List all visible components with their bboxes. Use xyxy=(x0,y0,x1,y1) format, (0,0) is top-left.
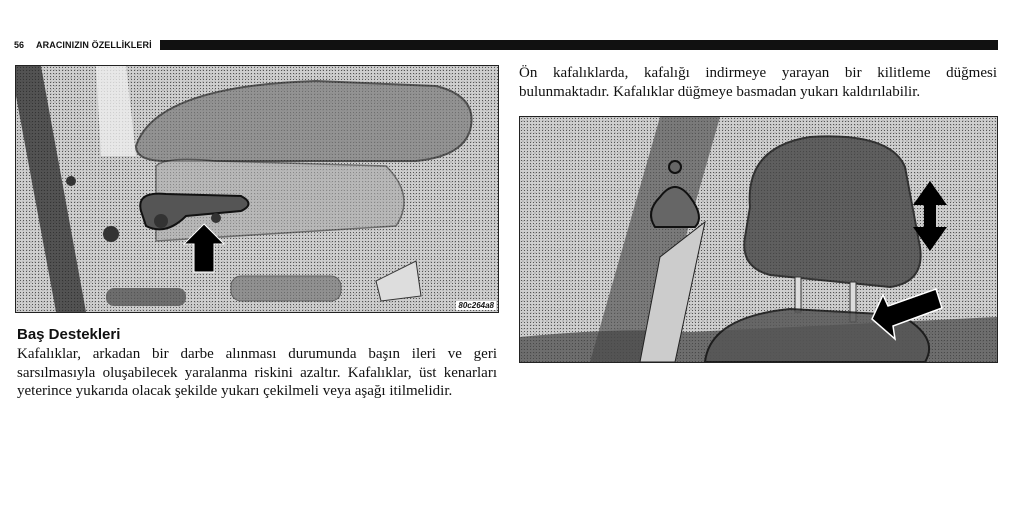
seat-adjust-figure xyxy=(15,65,499,313)
up-arrow-icon xyxy=(16,66,498,312)
page-number: 56 xyxy=(14,40,25,50)
page-header xyxy=(14,38,998,52)
right-paragraph: Ön kafalıklarda, kafalığı indirmeye yarayan bir kilitleme düğmesi bulunmaktadır. Kafalıklar düğmeye basmadan yukarı kaldırılabilir. xyxy=(519,65,997,100)
figure-id-label: 80c264a8 xyxy=(458,301,494,310)
header-bar xyxy=(160,40,998,50)
section-paragraph: Kafalıklar, arkadan bir darbe alınması durumunda başın ileri ve geri sarsılmasıyla oluşabilecek yaralanma riskini azaltır. Kafalıklar, üst kenarları yeterince yukarıda olacak şekilde yukarı çekilmeli veya aşağı itilmelidir. xyxy=(17,346,497,399)
section-heading: Baş Destekleri xyxy=(17,326,121,343)
diagonal-arrow-icon xyxy=(520,117,997,362)
section-title: ARACINIZIN ÖZELLİKLERİ xyxy=(36,40,152,50)
headrest-figure xyxy=(519,116,998,363)
